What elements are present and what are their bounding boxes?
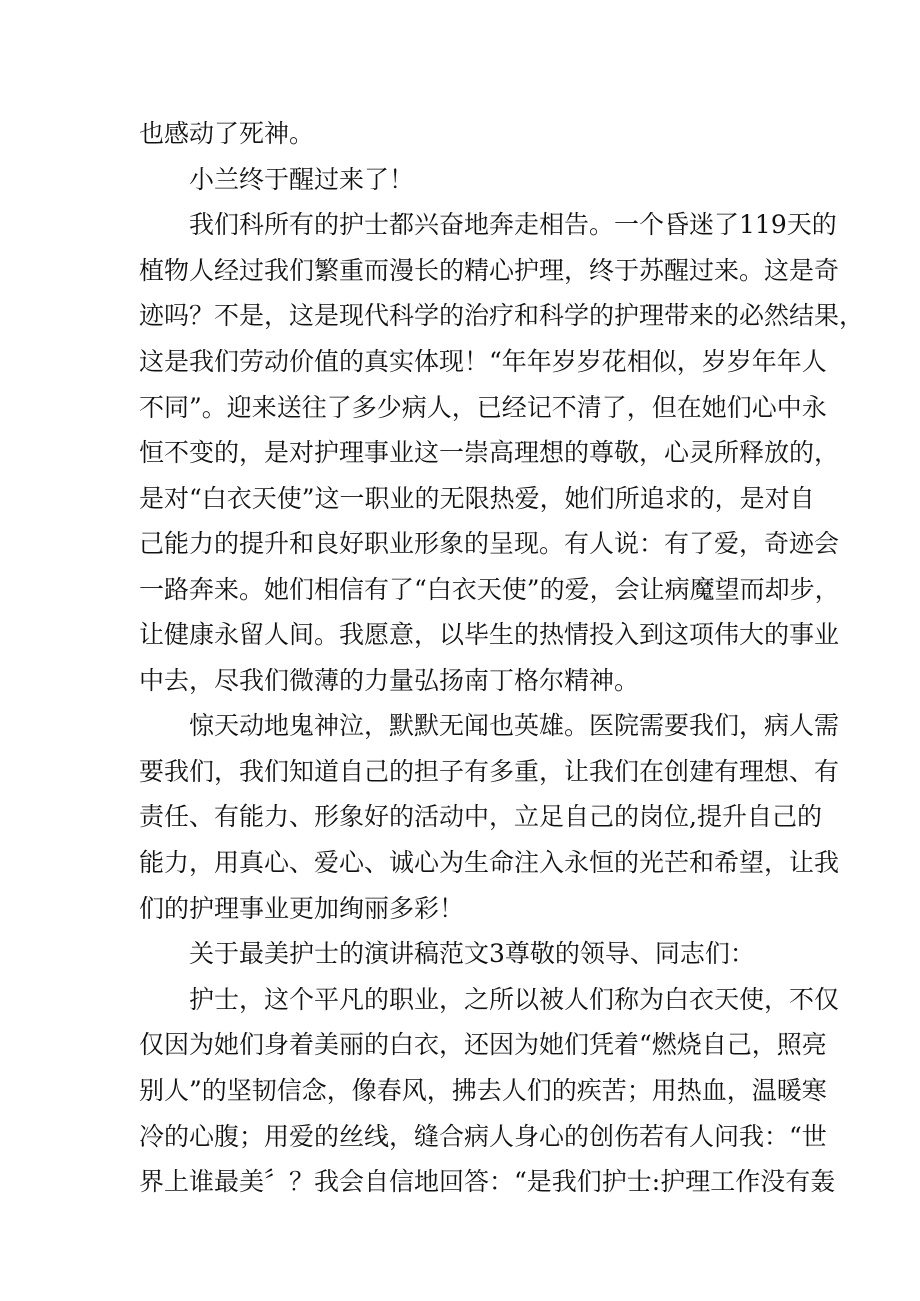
- paragraph-line: 小兰终于醒过来了！: [189, 165, 415, 194]
- text-line: 界上谁最美〞？我会自信地回答：“是我们护士:护理工作没有轰: [139, 1167, 836, 1196]
- text-line: 也感动了死神。: [139, 119, 315, 148]
- text-line: 不同”。迎来送往了多少病人，已经记不清了，但在她们心中永: [139, 393, 827, 422]
- text-line: 责任、有能力、形象好的活动中，立足自己的岗位,提升自己的: [139, 802, 822, 831]
- paragraph-line: 我们科所有的护士都兴奋地奔走相告。一个昏迷了119天的: [189, 210, 837, 239]
- text-line: 迹吗？不是，这是现代科学的治疗和科学的护理带来的必然结果，: [139, 301, 865, 330]
- text-line: 别人”的坚韧信念，像春风，拂去人们的疾苦；用热血，温暖寒: [139, 1076, 827, 1105]
- text-line: 仅因为她们身着美丽的白衣，还因为她们凭着“燃烧自己，照亮: [139, 1030, 827, 1059]
- paragraph-line: 惊天动地鬼神泣，默默无闻也英雄。医院需要我们，病人需: [189, 711, 840, 740]
- text-line: 中去，尽我们微薄的力量弘扬南丁格尔精神。: [139, 666, 640, 695]
- text-line: 让健康永留人间。我愿意，以毕生的热情投入到这项伟大的事业: [139, 620, 840, 649]
- paragraph-line: 护士，这个平凡的职业，之所以被人们称为白衣天使，不仅: [189, 985, 840, 1014]
- text-line: 己能力的提升和良好职业形象的呈现。有人说：有了爱，奇迹会: [139, 529, 840, 558]
- text-line: 恒不变的，是对护理事业这一崇高理想的尊敬，心灵所释放的，: [139, 438, 840, 467]
- text-line: 要我们，我们知道自己的担子有多重，让我们在创建有理想、有: [139, 757, 840, 786]
- section-heading-line: 关于最美护士的演讲稿范文3尊敬的领导、同志们：: [189, 939, 755, 968]
- text-line: 是对“白衣天使”这一职业的无限热爱，她们所追求的，是对自: [139, 484, 815, 513]
- text-line: 这是我们劳动价值的真实体现！“年年岁岁花相似，岁岁年年人: [139, 347, 827, 376]
- text-line: 一路奔来。她们相信有了“白衣天使”的爱，会让病魔望而却步，: [139, 575, 840, 604]
- text-line: 们的护理事业更加绚丽多彩！: [139, 894, 465, 923]
- text-line: 冷的心腹；用爱的丝线，缝合病人身心的创伤若有人问我：“世: [139, 1122, 827, 1151]
- text-line: 植物人经过我们繁重而漫长的精心护理，终于苏醒过来。这是奇: [139, 256, 840, 285]
- text-line: 能力，用真心、爱心、诚心为生命注入永恒的光芒和希望，让我: [139, 848, 840, 877]
